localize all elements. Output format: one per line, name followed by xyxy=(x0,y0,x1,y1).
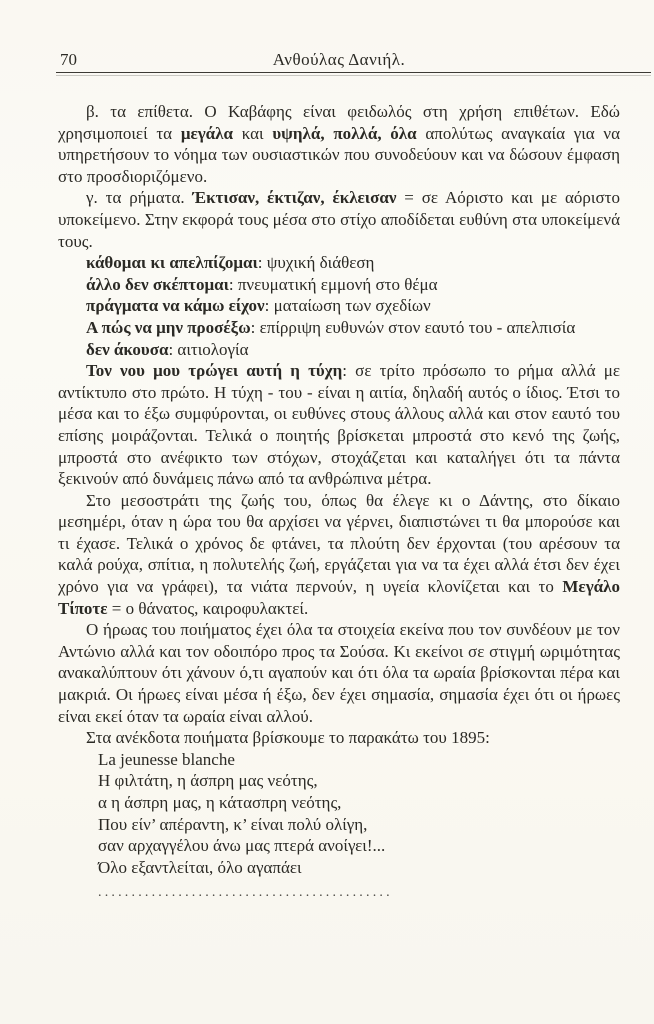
body-text: Ο ήρωας του ποιήματος έχει όλα τα στοιχεία εκείνα που τον συνδέουν με τον Αντώνιο αλλά και τον οδοιπόρο προς τα Σούσα. Κι εκείνοι σε στιγμή ωριμότητας ανακαλύπτουν ότι χάνουν ό,τι αγαπούν και ότι όλα τα ωραία βρίσκονται πέρα και μακριά. Οι ήρωες είναι μέσα ή έξω, δεν έχει σημασία, σημασία έχει ότι οι ήρωες είναι εκεί όταν τα ωραία είναι αλλού. xyxy=(58,620,620,726)
body-text: β. τα επίθετα. Ο Καβάφης είναι φειδωλός στη χρήση επιθέτων. Εδώ χρησιμοποιεί τα xyxy=(58,102,620,143)
paragraph xyxy=(58,295,620,317)
poem-line: Η φιλτάτη, η άσπρη μας νεότης, xyxy=(98,771,318,791)
body-text: γ. τα ρήματα. xyxy=(86,188,193,208)
paragraph xyxy=(58,727,620,749)
emphasized-phrase: άλλο δεν σκέπτομαι xyxy=(86,274,229,294)
paragraph xyxy=(58,317,620,339)
poem-line: σαν αρχαγγέλου άνω μας πτερά ανοίγει!... xyxy=(98,836,386,856)
paragraph xyxy=(58,360,620,490)
page-number: 70 xyxy=(60,50,77,69)
page-body xyxy=(58,101,620,904)
paragraph xyxy=(58,339,620,361)
dotted-line: ............................................ xyxy=(98,885,393,901)
emphasized-phrase: Α πώς να μην προσέξω xyxy=(86,317,251,337)
body-text: = ο θάνατος, καιροφυλακτεί. xyxy=(107,598,309,618)
paragraph xyxy=(58,490,620,620)
paragraph xyxy=(58,187,620,252)
running-title: Ανθούλας Δανιήλ. xyxy=(272,50,406,69)
body-text: : ψυχική διάθεση xyxy=(257,253,375,273)
body-text: Στα ανέκδοτα ποιήματα βρίσκουμε το παρακάτω του 1895: xyxy=(86,728,490,748)
emphasized-phrase: πράγματα να κάμω είχον xyxy=(86,296,265,316)
paragraph xyxy=(58,101,620,187)
paragraph xyxy=(58,252,620,274)
body-text: : επίρριψη ευθυνών στον εαυτό του - απελπισία xyxy=(250,317,576,337)
body-text: : ματαίωση των σχεδίων xyxy=(264,296,431,316)
poem-line: Που είν’ απέραντη, κ’ είναι πολύ ολίγη, xyxy=(98,814,368,834)
poem-line: α η άσπρη μας, η κάτασπρη νεότης, xyxy=(98,793,342,812)
body-text: = σε Αόριστο και με αόριστο υποκείμενο. Στην εκφορά τους μέσα στο στίχο αποδίδεται ευθύνη στα υποκείμενά τους. xyxy=(58,188,620,251)
poem-line: La jeunesse blanche xyxy=(98,749,235,769)
body-text: Στο μεσοστράτι της ζωής του, όπως θα έλεγε κι ο Δάντης, στο δίκαιο μεσημέρι, όταν η ώρα του θα αρχίσει να γέρνει, διαπιστώνει τι θα μπορούσε και τι έχασε. Τελικά ο χρόνος δε φτάνει, τα πλούτη δεν έρχονται (του αρέσουν τα καλά ρούχα, σπίτια, η πολυτελής ζωή, εργάζεται για να τα έχει αλλά έτσι δεν έχει χρόνο για να γράφει), τα νιάτα περνούν, η υγεία κλονίζεται και το xyxy=(58,490,620,597)
emphasized-phrase: κάθομαι κι απελπίζομαι xyxy=(86,253,258,273)
paragraph xyxy=(58,274,620,296)
page-header xyxy=(58,46,620,70)
emphasized-phrase: Τον νου μου τρώγει αυτή η τύχη xyxy=(86,361,343,381)
paragraph xyxy=(58,619,620,727)
emphasized-phrase: δεν άκουσα xyxy=(86,339,169,359)
body-text: απολύτως αναγκαία για να υπηρετήσουν το νόημα των ουσιαστικών που συνοδεύουν και να δώσουν έμφαση στο προσδιοριζόμενο. xyxy=(58,123,621,186)
body-text: : σε τρίτο πρόσωπο το ρήμα αλλά με αντίκτυπο στο πρώτο. Η τύχη - του - είναι η αιτία, δηλαδή αυτός ο ίδιος. Έτσι το μέσα και το έξω συμφύρονται, οι ευθύνες στους άλλους αλλά και στον εαυτό του επίσης μοιράζονται. Τελικά ο ποιητής βρίσκεται μπροστά στο κενό της ζωής, μπροστά στο ανέφικτο των στόχων, στοχάζεται και καταλήγει ότι τα πάντα ξεκινούν από δυνάμεις πάνω από τα ανθρώπινα μέτρα. xyxy=(58,361,620,489)
body-text: : πνευματική εμμονή στο θέμα xyxy=(228,274,438,294)
emphasized-phrase: Μεγάλο Τίποτε xyxy=(58,577,620,618)
emphasized-phrase: Έκτισαν, έκτιζαν, έκλεισαν xyxy=(192,188,397,208)
poem-line: Όλο εξαντλείται, όλο αγαπάει xyxy=(98,857,302,877)
header-rule xyxy=(56,72,651,73)
emphasized-phrase: υψηλά, πολλά, όλα xyxy=(272,123,417,143)
emphasized-phrase: μεγάλα xyxy=(180,123,233,143)
body-text: και xyxy=(233,123,273,143)
body-text: : αιτιολογία xyxy=(168,339,249,359)
